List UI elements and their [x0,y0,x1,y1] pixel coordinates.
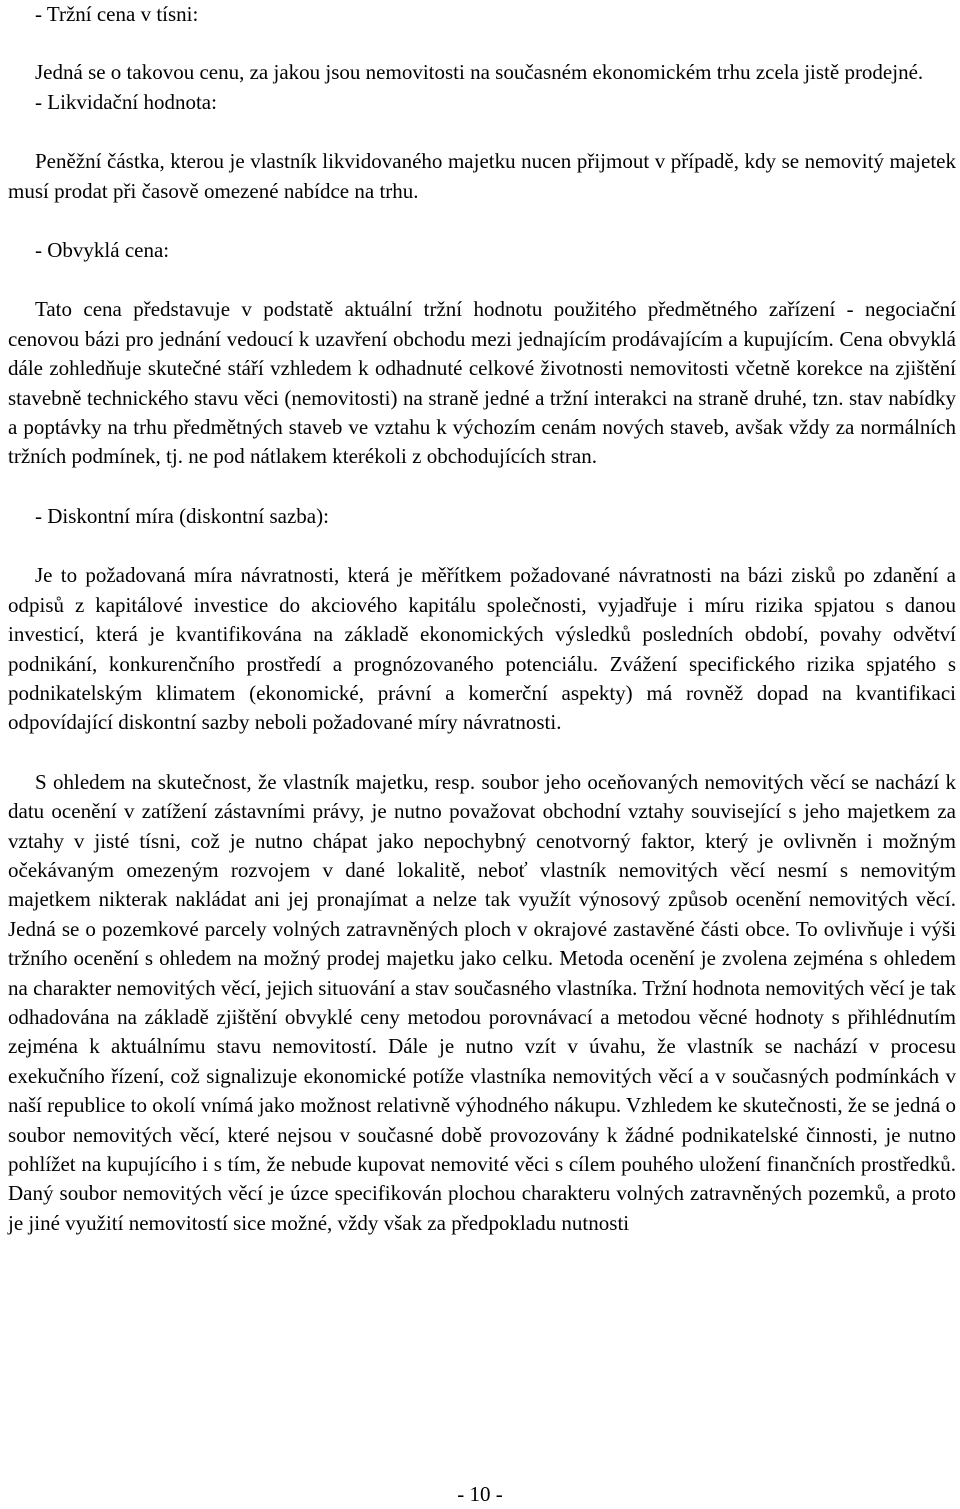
spacer [8,265,956,295]
spacer [8,29,956,58]
document-page [8,0,956,1238]
section-heading-discount-rate: - Diskontní míra (diskontní sazba): [35,503,329,528]
spacer [8,738,956,768]
spacer [8,472,956,502]
section-body-usual-price: Tato cena představuje v podstatě aktuální tržní hodnotu použitého předmětného zařízení - negociační cenovou bázi pro jednání vedoucí k uzavření obchodu mezi jednajícím prodávajícím a kupujícím. Cena obvyklá dále zohledňuje skutečné stáří vzhledem k odhadnuté celkové životnosti nemovitosti včetně korekce na zjištění stavebně technického stavu věci (nemovitosti) na straně jedné a tržní interakci na straně druhé, tzn. stav nabídky a poptávky na trhu předmětných staveb ve vztahu k výchozím cenám nových staveb, avšak vždy za normálních tržních podmínek, tj. ne pod nátlakem kterékoli z obchodujících stran. [8,297,956,469]
section-body-discount-rate: Je to požadovaná míra návratnosti, která je měřítkem požadované návratnosti na bázi zisků po zdanění a odpisů z kapitálové investice do akciového kapitálu společnosti, vyjadřuje i míru rizika spjatou s danou investicí, která je kvantifikována na základě ekonomických výsledků posledních období, povahy odvětví podnikání, konkurenčního prostředí a prognózovaného potenciálu. Zvážení specifického rizika spjatého s podnikatelským klimatem (ekonomické, právní a komerční aspekty) má rovněž dopad na kvantifikaci odpovídající diskontní sazby neboli požadované míry návratnosti. [8,563,956,735]
section-body-market-price-distress: Jedná se o takovou cenu, za jakou jsou nemovitosti na současném ekonomickém trhu zcela jistě prodejné. [35,60,924,85]
spacer [8,117,956,147]
spacer [8,531,956,561]
page-number: - 10 - [457,1482,503,1506]
closing-paragraph: S ohledem na skutečnost, že vlastník majetku, resp. soubor jeho oceňovaných nemovitých věcí se nachází k datu ocenění v zatížení zástavními právy, je nutno považovat obchodní vztahy související s jeho majetkem za vztahy v jisté tísni, což je nutno chápat jako nepochybný cenotvorný faktor, který je ovlivněn i možným očekávaným omezeným rozvojem v dané lokalitě, neboť vlastník nemovitých věcí nesmí s nemovitým majetkem nikterak nakládat ani jej pronajímat a nelze tak využít výnosový způsob ocenění nemovitých věcí. Jedná se o pozemkové parcely volných zatravněných ploch v okrajové zastavěné části obce. To ovlivňuje i výši tržního ocenění s ohledem na možný prodej majetku jako celku. Metoda ocenění je zvolena zejména s ohledem na charakter nemovitých věcí, jejich situování a stav současného vlastníka. Tržní hodnota nemovitých věcí je tak odhadována na základě zjištění obvyklé ceny metodou porovnávací a metodou věcné hodnoty s přihlédnutím zejména k aktuálnímu stavu nemovitostí. Dále je nutno vzít v úvahu, že vlastník se nachází v procesu exekučního řízení, což signalizuje ekonomické potíže vlastníka nemovitých věcí a v současných podmínkách v naší republice to okolí vnímá jako možnost relativně výhodného nákupu. Vzhledem ke skutečnosti, že se jedná o soubor nemovitých věcí, které nejsou v současné době provozovány k žádné podnikatelské činnosti, je nutno pohlížet na kupujícího i s tím, že nebude kupovat nemovité věci s cílem pouhého uložení finančních prostředků. Daný soubor nemovitých věcí je úzce specifikován plochou charakteru volných zatravněných pozemků, a proto je jiné využití nemovitostí sice možné, vždy však za předpokladu nutnosti [8,769,956,1235]
section-heading-market-price-distress: - Tržní cena v tísni: [35,2,199,26]
section-body-liquidation-value: Peněžní částka, kterou je vlastník likvidovaného majetku nucen přijmout v případě, kdy se nemovitý majetek musí prodat při časově omezené nabídce na trhu. [8,149,956,203]
section-heading-usual-price: - Obvyklá cena: [35,238,170,263]
spacer [8,206,956,236]
section-heading-liquidation-value: - Likvidační hodnota: [35,89,217,114]
